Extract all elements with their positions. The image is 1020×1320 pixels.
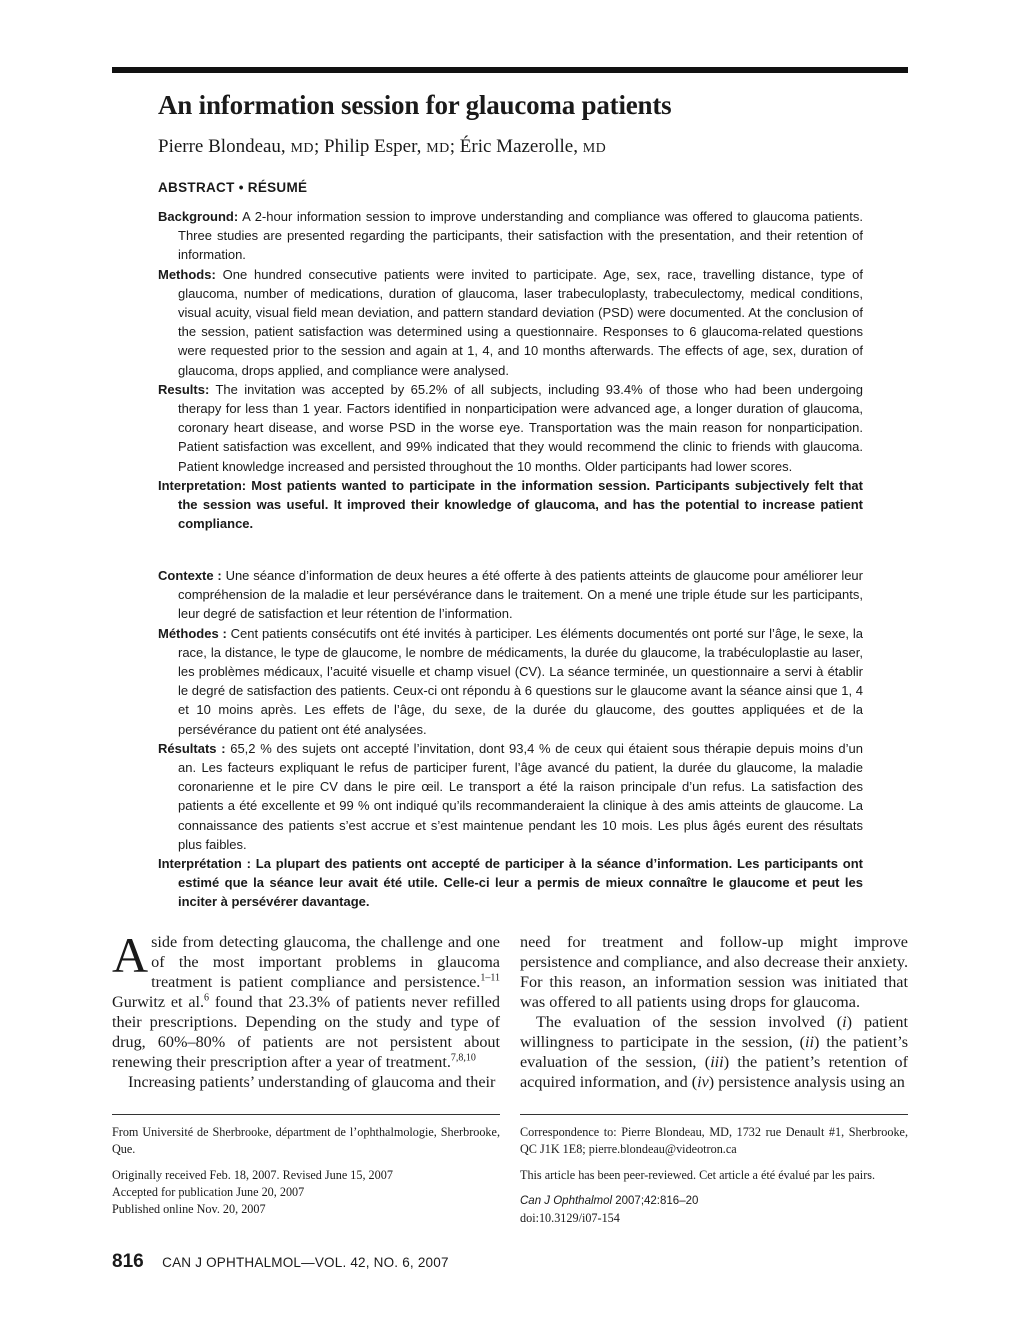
author-degree: MD: [426, 141, 450, 156]
footnotes-left: [112, 1124, 500, 1218]
body-text: The evaluation of the session involved (: [536, 1013, 843, 1031]
author-degree: MD: [290, 141, 314, 156]
author-separator: ;: [314, 136, 320, 157]
footnote-rule: [520, 1114, 908, 1115]
abstract-text: A 2-hour information session to improve understanding and compliance was offered to glaucoma patients. Three studies are presented regarding the participants, their satisfaction with the presentation, and their retention of information.: [178, 209, 863, 263]
body-text: ) the patient’s evaluation of the session, (: [520, 1033, 909, 1071]
body-paragraph: need for treatment and follow-up might improve persistence and compliance, and also decrease their anxiety. For this reason, an information session was initiated that was offered to all patients using drops for glaucoma.: [520, 933, 908, 1011]
article-title: An information session for glaucoma patients: [158, 90, 672, 120]
footnote-rule: [112, 1114, 500, 1115]
received-date: Originally received Feb. 18, 2007. Revised June 15, 2007: [112, 1168, 393, 1182]
body-paragraph: [520, 1012, 908, 1092]
citation-volume: 2007;42:816–20: [612, 1195, 699, 1207]
body-text: ) patient willingness to participate in the session, (: [520, 1013, 908, 1051]
abstract-text: La plupart des patients ont accepté de participer à la séance d’information. Les participants ont estimé que la séance leur avait été utile. Celle-ci leur a permis de mieux connaître le glaucome et peut les inciter à persévérer davantage.: [178, 856, 863, 910]
author-name: Éric Mazerolle,: [459, 136, 578, 157]
body-text: Gurwitz et al.: [112, 993, 205, 1011]
footnotes-right: [520, 1124, 908, 1227]
body-text: found that 23.3% of patients never refilled their prescriptions. Depending on the study and type of drug, 60%–80% of patients are not persistent about renewing their prescription after a year of treatment.: [112, 993, 500, 1071]
citation-ref: 7,8,10: [450, 1052, 476, 1064]
abstract-paragraph: [158, 739, 863, 854]
list-marker: i: [842, 1013, 847, 1031]
citation-journal: Can J Ophthalmol: [520, 1195, 613, 1207]
author-name: Philip Esper,: [324, 136, 422, 157]
abstract-paragraph: [158, 265, 863, 380]
abstract-paragraph: [158, 476, 863, 534]
author-list: [158, 136, 606, 158]
header-rule: [112, 67, 908, 73]
body-paragraph: Increasing patients’ understanding of glaucoma and their: [128, 1073, 496, 1091]
abstract-label: Résultats :: [158, 740, 226, 756]
date-history: [112, 1167, 500, 1218]
published-date: Published online Nov. 20, 2007: [112, 1202, 266, 1216]
abstract-label: Results:: [158, 381, 210, 397]
abstract-heading: ABSTRACT • RÉSUMÉ: [158, 180, 308, 195]
abstract-paragraph: [158, 380, 863, 476]
author-separator: ;: [449, 136, 456, 157]
drop-cap: A: [112, 927, 149, 983]
abstract-label: Interpretation:: [158, 477, 247, 493]
journal-running-footer: CAN J OPHTHALMOL—VOL. 42, NO. 6, 2007: [162, 1255, 449, 1270]
abstract-text: Cent patients consécutifs ont été invités à participer. Les éléments documentés ont porté sur l’âge, le sexe, la race, la distance, le type de glaucome, le nombre de médicaments, la durée du glaucome, la trabéculoplastie au laser, les problèmes médicaux, l’acuité visuelle et champ visuel (CV). La séance terminée, un questionnaire a servi à établir le degré de satisfaction des patients. Ceux-ci ont répondu à 6 questions sur le glaucome avant la séance ainsi que 1, 4 et 10 moins après. Les effets de l’âge, du sexe, de la durée du glaucome, des gouttes appliquées et de la persévérance du patient ont été analysées.: [178, 625, 863, 737]
list-marker: iii: [710, 1053, 724, 1071]
abstract-paragraph: [158, 207, 863, 265]
abstract-text: The invitation was accepted by 65.2% of all subjects, including 93.4% of those who had been undergoing therapy for less than 1 year. Factors identified in nonparticipation were advanced age, a longer duration of glaucoma, coronary heart disease, and worse PSD in the worse eye. Transportation was the main reason for nonparticipation. Patient satisfaction was excellent, and 99% indicated that they would recommend the clinic to friends with glaucoma. Patient knowledge increased and persisted throughout the 10 months. Older participants had lower scores.: [178, 381, 863, 474]
abstract-paragraph: [158, 566, 863, 624]
abstract-paragraph: [158, 854, 863, 912]
page-footer: [112, 1251, 449, 1273]
page-number: 816: [112, 1251, 144, 1272]
body-column-left: [112, 927, 500, 1092]
citation: [520, 1193, 908, 1210]
citation-ref: 1–11: [480, 972, 500, 984]
author-name: Pierre Blondeau,: [158, 136, 286, 157]
affiliation-note: From Université de Sherbrooke, départment de l’ophthalmologie, Sherbrooke, Que.: [112, 1125, 500, 1156]
accepted-date: Accepted for publication June 20, 2007: [112, 1185, 305, 1199]
doi: doi:10.3129/i07-154: [520, 1211, 620, 1225]
body-text: ) persistence analysis using an: [708, 1073, 905, 1091]
list-marker: iv: [697, 1073, 709, 1091]
abstract-text: Most patients wanted to participate in the information session. Participants subjectively felt that the session was useful. It improved their knowledge of glaucoma, and has the potential to increase patient compliance.: [178, 477, 863, 532]
abstract-french: [158, 566, 863, 912]
abstract-paragraph: [158, 624, 863, 739]
abstract-label: Méthodes :: [158, 625, 227, 641]
abstract-label: Background:: [158, 209, 239, 224]
abstract-text: One hundred consecutive patients were invited to participate. Age, sex, race, travelling distance, type of glaucoma, number of medications, duration of glaucoma, laser trabeculoplasty, trabeculectomy, medical conditions, visual acuity, visual field mean deviation, and pattern standard deviation (PSD) were documented. At the conclusion of the session, patient satisfaction was determined using a questionnaire. Responses to 6 glaucoma-related questions were requested prior to the session and again at 1, 4, and 10 months afterwards. The effects of age, sex, duration of glaucoma, drops applied, and compliance were analysed.: [178, 266, 863, 378]
abstract-text: 65,2 % des sujets ont accepté l’invitation, dont 93,4 % de ceux qui étaient sous thérapie depuis moins d’un an. Les facteurs expliquant le refus de participer furent, l’âge avancé du patient, la durée du glaucome, la maladie coronarienne et le pire CV dans le pire œil. Le transport a été la raison principale d’un refus. La satisfaction des patients a été excellente et 99 % ont indiqué qu’ils recommanderaient la clinique à des amis atteints de glaucome. La connaissance des patients s’est accrue et s’est maintenue pendant les 10 mois. Les plus âgés eurent des résultats plus faibles.: [178, 740, 863, 852]
abstract-text: Une séance d’information de deux heures a été offerte à des patients atteints de glaucome pour améliorer leur compréhension de la maladie et leur persévérance dans le traitement. On a mené une triple étude sur les participants, leur degré de satisfaction et leur rétention de l’information.: [178, 568, 863, 622]
author-degree: MD: [582, 141, 607, 156]
peer-review-note: This article has been peer-reviewed. Cet article a été évalué par les pairs.: [520, 1168, 876, 1182]
body-column-right: [520, 932, 908, 1092]
list-marker: ii: [805, 1033, 815, 1051]
body-text: side from detecting glaucoma, the challenge and one of the most important problems in glaucoma treatment is patient compliance and persistence.: [151, 933, 500, 991]
abstract-english: [158, 207, 863, 533]
abstract-label: Methods:: [158, 266, 216, 282]
abstract-label: Interprétation :: [158, 856, 251, 872]
body-paragraph: [112, 927, 500, 1072]
body-text: ) the patient’s retention of acquired information, and (: [520, 1053, 909, 1091]
citation-ref: 6: [204, 992, 210, 1004]
correspondence-note: Correspondence to: Pierre Blondeau, MD, 1732 rue Denault #1, Sherbrooke, QC J1K 1E8; pierre.blondeau@videotron.ca: [520, 1125, 908, 1156]
abstract-label: Contexte :: [158, 568, 222, 583]
